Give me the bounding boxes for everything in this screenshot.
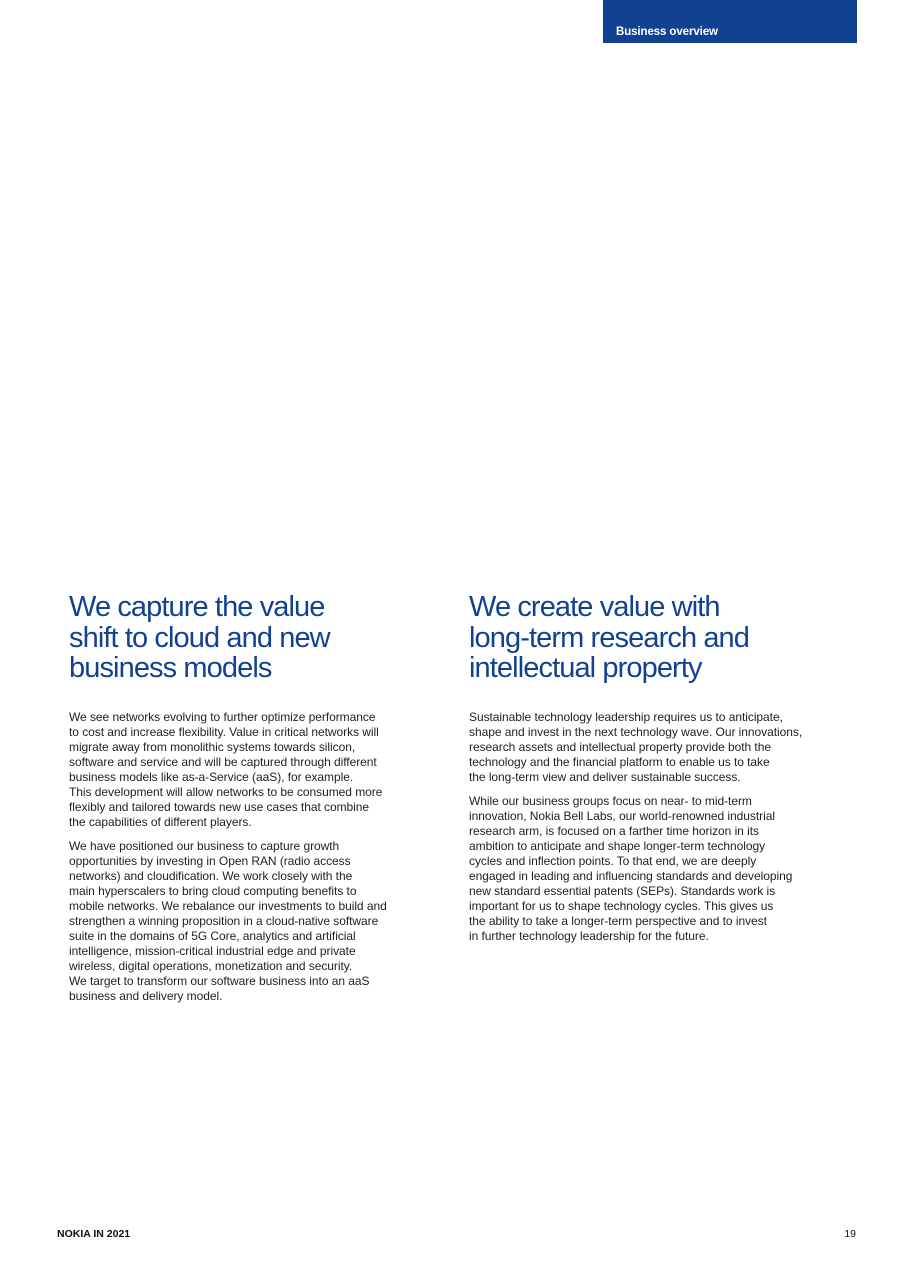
left-column [69, 592, 409, 1013]
left-paragraph-2: We have positioned our business to capture growth opportunities by investing in Open RAN (radio access networks) and cloudification. We work closely with the main hyperscalers to bring cloud computing benefits to mobile networks. We rebalance our investments to build and strengthen a winning proposition in a cloud-native software suite in the domains of 5G Core, analytics and artificial intelligence, mission-critical industrial edge and private wireless, digital operations, monetization and security. We target to transform our software business into an aaS business and delivery model. [69, 838, 387, 1003]
left-heading: We capture the value shift to cloud and new business models [69, 591, 330, 684]
right-paragraph-2: While our business groups focus on near- to mid-term innovation, Nokia Bell Labs, our world-renowned industrial research arm, is focused on a farther time horizon in its ambition to anticipate and shape longer-term technology cycles and inflection points. To that end, we are deeply engaged in leading and influencing standards and developing new standard essential patents (SEPs). Standards work is important for us to shape technology cycles. This gives us the ability to take a longer-term perspective and to invest in further technology leadership for the future. [469, 793, 793, 943]
section-tab [603, 0, 857, 43]
section-label: Business overview [616, 26, 718, 38]
right-heading: We create value with long-term research and intellectual property [469, 591, 750, 684]
page-number: 19 [844, 1228, 856, 1240]
left-paragraph-1: We see networks evolving to further optimize performance to cost and increase flexibility. Value in critical networks will migrate away from monolithic systems towards silicon, software and service and will be captured through different business models like as-a-Service (aaS), for example. This development will allow networks to be consumed more flexibly and tailored towards new use cases that combine the capabilities of different players. [69, 709, 383, 829]
footer-publication: NOKIA IN 2021 [57, 1228, 131, 1240]
right-column [469, 592, 819, 953]
right-paragraph-1: Sustainable technology leadership requires us to anticipate, shape and invest in the next technology wave. Our innovations, research assets and intellectual property provide both the technology and the financial platform to enable us to take the long-term view and deliver sustainable success. [469, 709, 803, 784]
